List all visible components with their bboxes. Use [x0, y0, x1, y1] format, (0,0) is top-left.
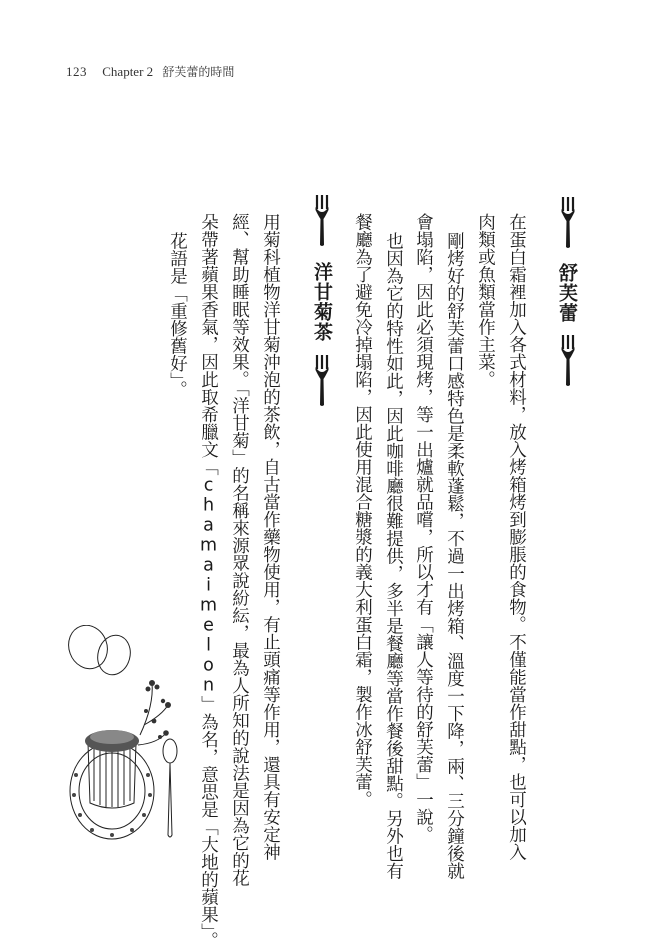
- chapter-label: Chapter 2: [102, 64, 154, 79]
- paragraph-line: 剛烤好的舒芙蕾口感特色是柔軟蓬鬆，不過一出烤箱、溫度一下降，兩、三分鐘後就: [444, 232, 465, 880]
- paragraph-line: 也因為它的特性如此，因此咖啡廳很難提供，多半是餐廳等當作餐後甜點。另外也有: [383, 232, 404, 880]
- paragraph-line: 餐廳為了避免冷掉塌陷，因此使用混合糖漿的義大利蛋白霜，製作冰舒芙蕾。: [352, 213, 373, 808]
- section-heading-chamomile: 洋甘菊茶: [311, 262, 333, 342]
- fork-icon: [559, 335, 577, 387]
- paragraph-line: 花語是「重修舊好」。: [167, 232, 188, 399]
- paragraph-line: 會塌陷，因此必須現烤，等一出爐就品嚐，所以才有「讓人等待的舒芙蕾」一說。: [413, 213, 434, 843]
- chapter-title: 舒芙蕾的時間: [162, 65, 235, 79]
- fork-icon: [559, 197, 577, 249]
- section-heading-souffle: 舒芙蕾: [556, 263, 578, 323]
- paragraph-line: 用菊科植物洋甘菊沖泡的茶飲，自古當作藥物使用，有止頭痛等作用，還具有安定神: [260, 213, 281, 861]
- paragraph-line: 朵帶著蘋果香氣，因此取希臘文「chamaimelon」為名，意思是「大地的蘋果」。: [198, 213, 219, 949]
- running-header: [66, 63, 234, 80]
- fork-icon: [313, 355, 331, 407]
- paragraph-line: 經、幫助睡眠等效果。「洋甘菊」的名稱來源眾說紛紜，最為人所知的說法是因為它的花: [229, 213, 250, 887]
- paragraph-line: 在蛋白霜裡加入各式材料，放入烤箱烤到膨脹的食物。不僅能當作甜點，也可以加入: [506, 213, 527, 861]
- page-number: 123: [66, 64, 87, 79]
- paragraph-line: 肉類或魚類當作主菜。: [475, 213, 496, 388]
- fork-icon: [313, 195, 331, 247]
- souffle-illustration: [62, 625, 192, 847]
